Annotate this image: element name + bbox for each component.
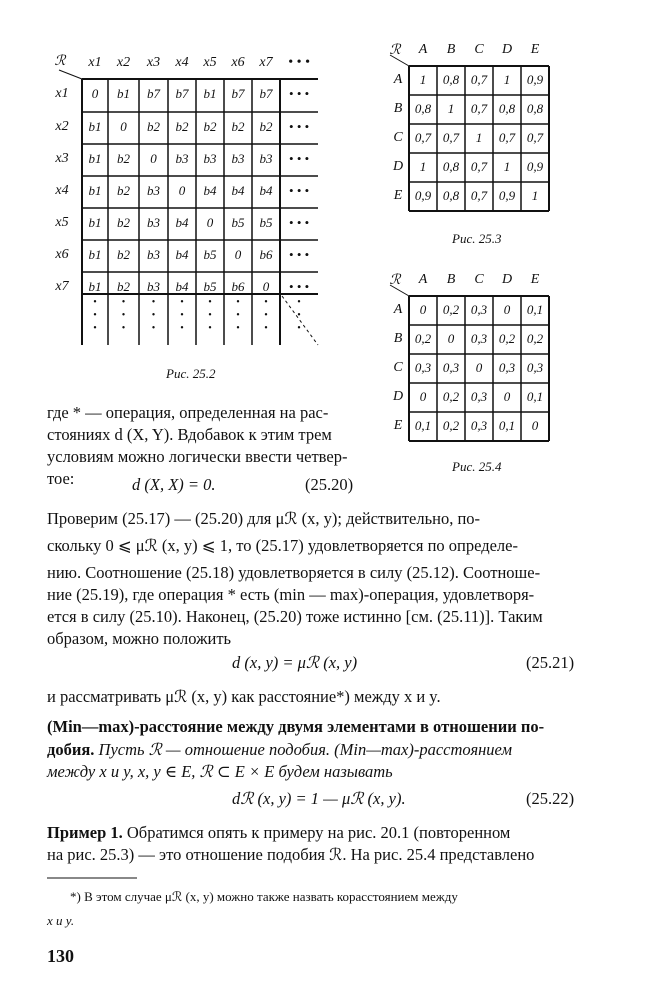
fig252-cell: 0 xyxy=(234,247,242,262)
fig252-col-header: • • • xyxy=(288,55,310,70)
fig253-cell: 1 xyxy=(531,187,539,203)
fig252-cell: b3 xyxy=(147,247,160,262)
fig254-caption: Рис. 25.4 xyxy=(452,459,502,474)
fig252-col-header: x1 xyxy=(88,55,102,70)
fig253-cell: 0,9 xyxy=(526,71,544,87)
fig253-cell: 0,7 xyxy=(470,187,488,203)
paragraph-4-line-1: (Min—max)-расстояние между двумя элементами в отношении по- xyxy=(47,717,545,736)
equation-25-21: d (x, y) = μℛ (x, y) xyxy=(232,653,358,672)
fig252-row-header: x6 xyxy=(55,247,69,262)
fig252-cell: • • • xyxy=(288,151,310,166)
fig252-cell: b2 xyxy=(231,119,245,134)
fig254-cell: 0,3 xyxy=(470,417,488,433)
paragraph-4-line-2 xyxy=(47,739,512,761)
fig252-cell: 0 xyxy=(262,279,270,294)
fig254-cell: 0,1 xyxy=(526,301,544,317)
fig254-cell: 0,1 xyxy=(414,417,432,433)
fig253-cell: 1 xyxy=(503,158,511,174)
fig254-cell: 0,1 xyxy=(526,388,544,404)
fig253-row-header: A xyxy=(393,71,403,87)
paragraph-2-line-2: скольку 0 ⩽ μℛ (x, y) ⩽ 1, то (25.17) удовлетворяется по определе- xyxy=(47,536,518,555)
fig252-cell: b4 xyxy=(203,183,217,198)
equation-25-22: dℛ (x, y) = 1 — μℛ (x, y). xyxy=(232,789,406,808)
fig252-cell: b2 xyxy=(203,119,217,134)
equation-25-20: d (X, X) = 0. xyxy=(132,475,216,494)
fig252-cell: b3 xyxy=(147,279,160,294)
paragraph-5-line-1 xyxy=(47,822,510,844)
fig252-cell: 0 xyxy=(150,151,157,166)
fig252-cell: b3 xyxy=(147,183,160,198)
fig254-cell: 0,2 xyxy=(526,330,544,346)
paragraph-5-line-1-rest: Обратимся опять к примеру на рис. 20.1 (повторенном xyxy=(126,823,511,842)
fig253-cell: 1 xyxy=(475,129,483,145)
footnote-line-1: *) В этом случае μℛ (x, y) можно также назвать корасстоянием между xyxy=(70,889,458,904)
fig252-col-header: x6 xyxy=(231,55,245,70)
fig254-cell: 0,2 xyxy=(442,417,460,433)
fig253-cell: 1 xyxy=(503,71,511,87)
footnote-line-2: x и y. xyxy=(47,913,75,928)
fig253-cell: 0,7 xyxy=(470,158,488,174)
fig252-cell: b3 xyxy=(259,151,273,166)
fig252-cell: b5 xyxy=(203,279,217,294)
fig253-cell: 0,7 xyxy=(414,129,432,145)
paragraph-2-line-3: нию. Соотношение (25.18) удовлетворяется в силу (25.12). Соотноше- xyxy=(47,563,541,582)
fig252-cell: • • • xyxy=(288,183,310,198)
fig252-cell: b4 xyxy=(175,279,189,294)
fig253-col-header: B xyxy=(446,42,456,57)
fig252-cell: b2 xyxy=(117,215,130,230)
fig252-dots-cell: • • • xyxy=(121,297,126,334)
fig253-cell: 0,7 xyxy=(470,71,488,87)
fig252-cell: b1 xyxy=(88,247,102,262)
fig254-cell: 0,2 xyxy=(498,330,516,346)
fig254-cell: 0 xyxy=(503,388,511,404)
fig253-cell: 0,7 xyxy=(498,129,516,145)
fig253-cell: 0,9 xyxy=(498,187,516,203)
fig253-cell: 1 xyxy=(419,71,427,87)
equation-25-21-number: (25.21) xyxy=(526,653,575,672)
fig252-cell: b7 xyxy=(147,86,160,101)
paragraph-1-line-3: условиям можно логически ввести четвер- xyxy=(47,447,348,466)
page-number: 130 xyxy=(47,946,74,966)
fig252-cell: b5 xyxy=(259,215,273,230)
fig253-row-header: E xyxy=(393,187,403,203)
fig254-col-header: A xyxy=(418,272,428,287)
fig254-cell: 0,3 xyxy=(526,359,544,375)
fig254-corner: ℛ xyxy=(389,273,401,288)
fig252-cell: • • • xyxy=(288,215,310,230)
fig252-caption: Рис. 25.2 xyxy=(166,366,216,381)
fig253-corner: ℛ xyxy=(389,43,401,58)
fig252-cell: b2 xyxy=(117,183,130,198)
fig254-cell: 0,2 xyxy=(414,330,432,346)
fig252-cell: b1 xyxy=(88,151,102,166)
fig254-cell: 0,2 xyxy=(442,301,460,317)
fig252-cell: b2 xyxy=(175,119,189,134)
equation-25-22-number: (25.22) xyxy=(526,789,575,808)
fig252-cell: • • • xyxy=(288,119,310,134)
fig253-cell: 0,7 xyxy=(526,129,544,145)
fig252-cell: 0 xyxy=(178,183,186,198)
fig252-cell: b2 xyxy=(117,247,130,262)
fig253-row-header: C xyxy=(393,129,403,145)
fig254-cell: 0 xyxy=(419,388,427,404)
fig253-cell: 0,8 xyxy=(442,187,460,203)
fig254-row-header: D xyxy=(392,388,404,404)
fig253-cell: 0,9 xyxy=(526,158,544,174)
fig252-cell: • • • xyxy=(288,247,310,262)
fig252-col-header: x2 xyxy=(116,55,131,70)
fig252-cell: • • • xyxy=(288,86,310,101)
fig252-cell: b6 xyxy=(259,247,273,262)
fig252-cell: b2 xyxy=(117,279,130,294)
fig252-cell: b1 xyxy=(117,86,130,101)
fig253-row-header: B xyxy=(393,100,403,116)
fig252-cell: 0 xyxy=(120,119,127,134)
fig254-cell: 0,1 xyxy=(498,417,516,433)
fig253-cell: 0,7 xyxy=(470,100,488,116)
fig254-cell: 0,2 xyxy=(442,388,460,404)
fig252-cell: b4 xyxy=(175,215,189,230)
fig252-dots-cell: • • • xyxy=(297,297,301,334)
fig252-col-header: x5 xyxy=(203,55,217,70)
fig252-cell: b7 xyxy=(231,86,245,101)
fig252-cell: b7 xyxy=(259,86,273,101)
fig253-cell: 0,8 xyxy=(442,158,460,174)
fig252-cell: 0 xyxy=(91,86,99,101)
paragraph-4-line-3: между x и y, x, y ∈ E, ℛ ⊂ E × E будем называть xyxy=(47,762,393,781)
fig253-cell: 0,8 xyxy=(498,100,516,116)
paragraph-2-line-4: ние (25.19), где операция * есть (min — max)-операция, удовлетворя- xyxy=(47,585,535,604)
fig252-cell: b3 xyxy=(175,151,189,166)
paragraph-1-line-4: тое: xyxy=(47,469,75,488)
fig253-cell: 1 xyxy=(447,100,455,116)
fig252-row-header: x4 xyxy=(55,183,69,198)
fig252-cell: b1 xyxy=(203,86,217,101)
paragraph-2-line-5: ется в силу (25.10). Наконец, (25.20) тоже истинно [см. (25.11)]. Таким xyxy=(47,607,543,626)
fig254-col-header: E xyxy=(530,272,540,287)
fig252-row-header: x5 xyxy=(55,215,69,230)
fig252-cell: b6 xyxy=(231,279,245,294)
fig254-row-header: A xyxy=(393,301,403,317)
fig252-cell: b2 xyxy=(147,119,160,134)
fig254-row-header: B xyxy=(393,330,403,346)
fig252-row-header: x3 xyxy=(55,151,69,166)
fig252-cell: b2 xyxy=(259,119,273,134)
fig254-row-header: C xyxy=(393,359,403,375)
fig252-cell: b7 xyxy=(175,86,189,101)
fig254-cell: 0,3 xyxy=(470,388,488,404)
fig252-col-header: x3 xyxy=(146,55,161,70)
paragraph-5-bold: Пример 1. xyxy=(47,823,123,842)
fig252-cell: b4 xyxy=(231,183,245,198)
fig254-cell: 0,3 xyxy=(414,359,432,375)
paragraph-5-line-2: на рис. 25.3) — это отношение подобия ℛ. На рис. 25.4 представлено xyxy=(47,845,535,864)
fig252-row-header: x2 xyxy=(55,119,69,134)
fig253-col-header: E xyxy=(530,42,540,57)
paragraph-3: и рассматривать μℛ (x, y) как расстояние*) между x и y. xyxy=(47,687,441,706)
fig253-col-header: C xyxy=(474,42,484,57)
fig252-dots-cell: • • • xyxy=(236,297,240,334)
fig252-cell: b3 xyxy=(147,215,160,230)
fig252-col-header: x7 xyxy=(259,55,273,70)
fig252-corner: ℛ xyxy=(54,54,66,69)
footnote-rule xyxy=(47,877,137,879)
fig253-cell: 1 xyxy=(419,158,427,174)
fig252-cell: 0 xyxy=(206,215,214,230)
fig252-cell: b3 xyxy=(203,151,217,166)
fig252-dots-cell: • • • xyxy=(208,297,212,334)
fig252-cell: b1 xyxy=(88,183,102,198)
fig254-cell: 0,3 xyxy=(498,359,516,375)
fig253-cell: 0,8 xyxy=(526,100,544,116)
paragraph-1-line-2: стояниях d (X, Y). Вдобавок к этим трем xyxy=(47,425,332,444)
fig252-cell: b4 xyxy=(259,183,273,198)
fig253-col-header: A xyxy=(418,42,428,57)
fig252-dots-cell: • • • xyxy=(93,297,97,334)
fig254-col-header: D xyxy=(501,272,513,287)
fig252-cell: b5 xyxy=(203,247,217,262)
fig253-col-header: D xyxy=(501,42,513,57)
fig253-cell: 0,9 xyxy=(414,187,432,203)
fig254-cell: 0 xyxy=(447,330,455,346)
fig254-col-header: B xyxy=(446,272,456,287)
fig254-cell: 0 xyxy=(419,301,427,317)
fig254-cell: 0,3 xyxy=(470,301,488,317)
fig254-row-header: E xyxy=(393,417,403,433)
fig252-dots-cell: • • • xyxy=(151,297,156,334)
fig252-cell: b1 xyxy=(88,279,102,294)
paragraph-2-line-1: Проверим (25.17) — (25.20) для μℛ (x, y); действительно, по- xyxy=(47,509,481,528)
fig252-cell: b1 xyxy=(88,215,102,230)
fig252-cell: b1 xyxy=(88,119,102,134)
fig252-cell: b5 xyxy=(231,215,245,230)
fig252-row-header: x1 xyxy=(55,86,69,101)
fig252-col-header: x4 xyxy=(175,55,189,70)
fig252-row-header: x7 xyxy=(55,279,69,294)
paragraph-4-line-2-bold: добия. xyxy=(47,740,95,759)
fig253-caption: Рис. 25.3 xyxy=(452,231,502,246)
fig254-cell: 0,3 xyxy=(470,330,488,346)
fig253-row-header: D xyxy=(392,158,404,174)
fig252-cell: b4 xyxy=(175,247,189,262)
fig254-cell: 0 xyxy=(531,417,539,433)
fig253-cell: 0,8 xyxy=(442,71,460,87)
fig252-cell: b2 xyxy=(117,151,130,166)
fig254-cell: 0 xyxy=(475,359,483,375)
fig254-col-header: C xyxy=(474,272,484,287)
equation-25-20-number: (25.20) xyxy=(305,475,354,494)
fig252-dots-cell: • • • xyxy=(180,297,184,334)
paragraph-2-line-6: образом, можно положить xyxy=(47,629,232,648)
fig252-cell: • • • xyxy=(288,279,310,294)
fig254-cell: 0,3 xyxy=(442,359,460,375)
paragraph-4-line-2-rest: Пусть ℛ — отношение подобия. (Min—max)-расстоянием xyxy=(98,740,512,759)
fig254-cell: 0 xyxy=(503,301,511,317)
fig252-dots-cell: • • • xyxy=(264,297,268,334)
paragraph-1-line-1: где * — операция, определенная на рас- xyxy=(47,403,329,422)
fig252-cell: b3 xyxy=(231,151,245,166)
fig253-cell: 0,7 xyxy=(442,129,460,145)
fig253-cell: 0,8 xyxy=(414,100,432,116)
